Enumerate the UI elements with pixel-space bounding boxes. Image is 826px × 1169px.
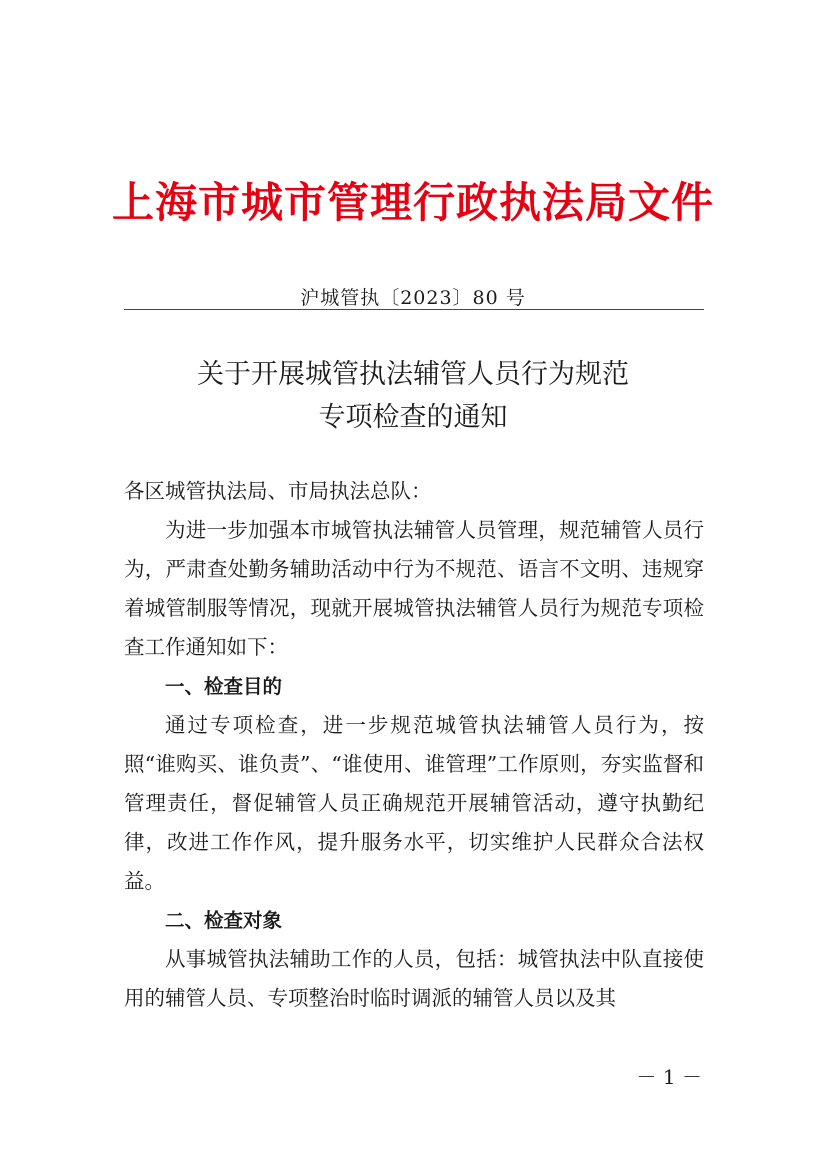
page-number: － 1 －	[636, 1065, 702, 1089]
salutation: 各区城管执法局、市局执法总队：	[124, 479, 432, 503]
section-2-heading: 二、检查对象	[165, 909, 283, 932]
intro-paragraph: 为进一步加强本市城管执法辅管人员管理，规范辅管人员行为，严肃查处勤务辅助活动中行为不规范、语言不文明、违规穿着城管制服等情况，现就开展城管执法辅管人员行为规范专项检查工作通知如下：	[124, 518, 704, 659]
section-1-heading: 一、检查目的	[165, 675, 283, 698]
notice-title-line-2: 专项检查的通知	[318, 402, 508, 433]
document-body	[124, 472, 704, 1018]
document-number: 沪城管执〔2023〕80 号	[300, 287, 526, 309]
section-1-paragraph: 通过专项检查，进一步规范城管执法辅管人员行为，按照“谁购买、谁负责”、“谁使用、谁管理”工作原则，夯实监督和管理责任，督促辅管人员正确规范开展辅管活动，遵守执勤纪律，改进工作作风，提升服务水平，切实维护人民群众合法权益。	[124, 713, 704, 893]
red-divider	[124, 309, 704, 310]
notice-title-line-1: 关于开展城管执法辅管人员行为规范	[197, 359, 629, 390]
section-2-paragraph: 从事城管执法辅助工作的人员，包括：城管执法中队直接使用的辅管人员、专项整治时临时调派的辅管人员以及其	[124, 947, 704, 1010]
issuer-title: 上海市城市管理行政执法局文件	[111, 178, 714, 227]
